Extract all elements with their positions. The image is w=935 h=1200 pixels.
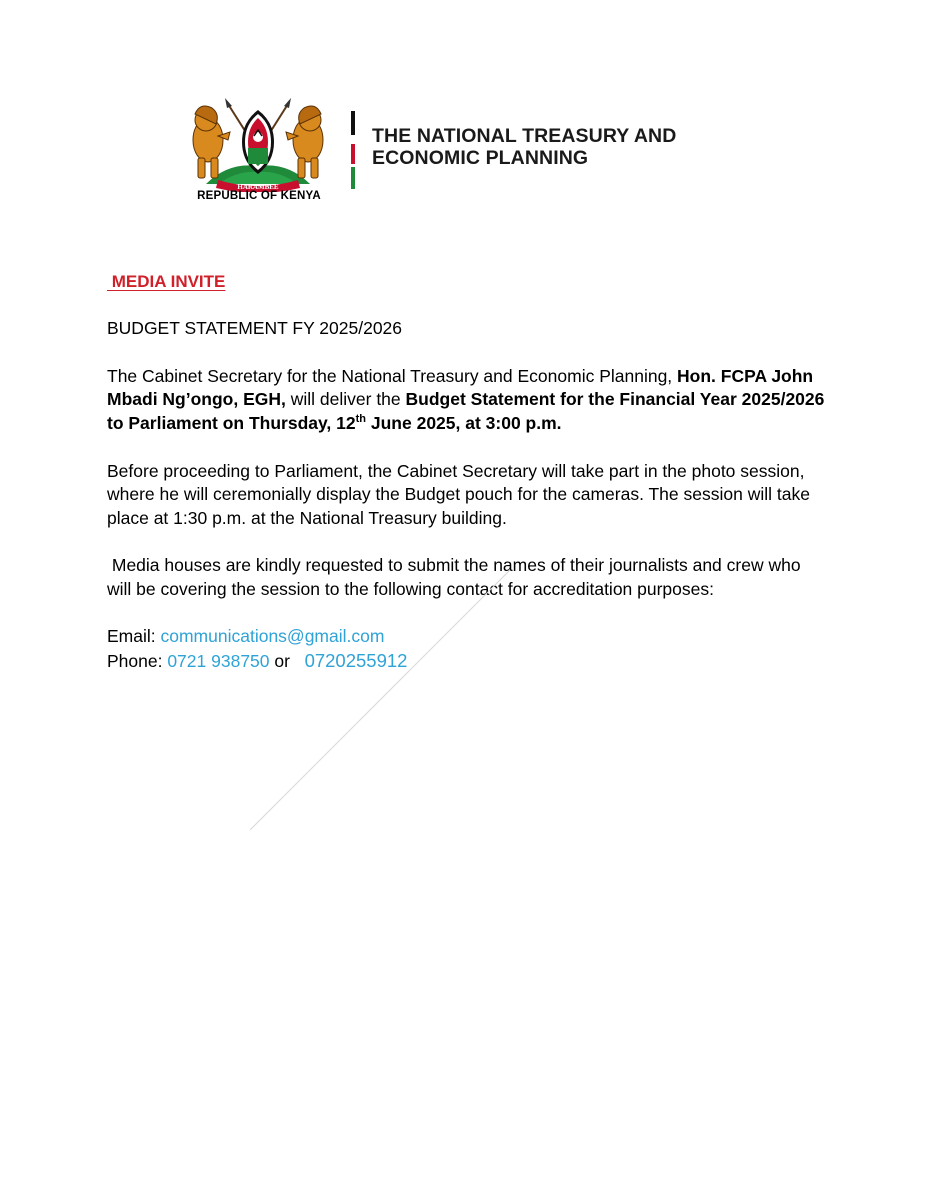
ministry-line-1: THE NATIONAL TREASURY AND [372,125,677,147]
paragraph-announcement: The Cabinet Secretary for the National Treasury and Economic Planning, Hon. FCPA John Mbadi Ng’ongo, EGH, will deliver the Budget Statement for the Financial Year 2025/2026 to Parliament on Thursday, 12th June 2025, at 3:00 p.m. [107,365,825,434]
budget-event: Budget Statement for the Financial Year 2025/2026 to Parliament on Thursday, 12 [107,389,825,434]
letterhead [0,0,935,220]
coat-caption: REPUBLIC OF KENYA [197,190,321,202]
event-time: June 2025, at 3:00 p.m. [366,413,562,434]
media-invite-heading: MEDIA INVITE [107,272,226,291]
ministry-line-2: ECONOMIC PLANNING [372,147,589,169]
ministry-name [372,125,676,169]
phone-label: Phone: [107,651,168,672]
phone-link-2[interactable]: 0720255912 [304,650,408,672]
flag-divider [351,111,355,189]
svg-text:HARAMBEE: HARAMBEE [237,183,279,191]
paragraph-accreditation: Media houses are kindly requested to submit the names of their journalists and crew who will be covering the session to the following contact for accreditation purposes: [107,555,806,600]
cs-name: Hon. FCPA John Mbadi Ng’ongo, EGH, [107,365,814,410]
paragraph-photo-session: Before proceeding to Parliament, the Cabinet Secretary will take part in the photo session, where he will ceremonially display the Budget pouch for the cameras. The session will take place at 1:30 p.m. at the National Treasury building. [107,460,810,528]
phone-separator: or [269,651,295,672]
email-link[interactable]: communications@gmail.com [160,626,385,647]
subject-line: BUDGET STATEMENT FY 2025/2026 [107,318,403,339]
email-label: Email: [107,626,161,647]
phone-link-1[interactable]: 0721 938750 [167,651,270,672]
scan-artifact [240,560,540,840]
